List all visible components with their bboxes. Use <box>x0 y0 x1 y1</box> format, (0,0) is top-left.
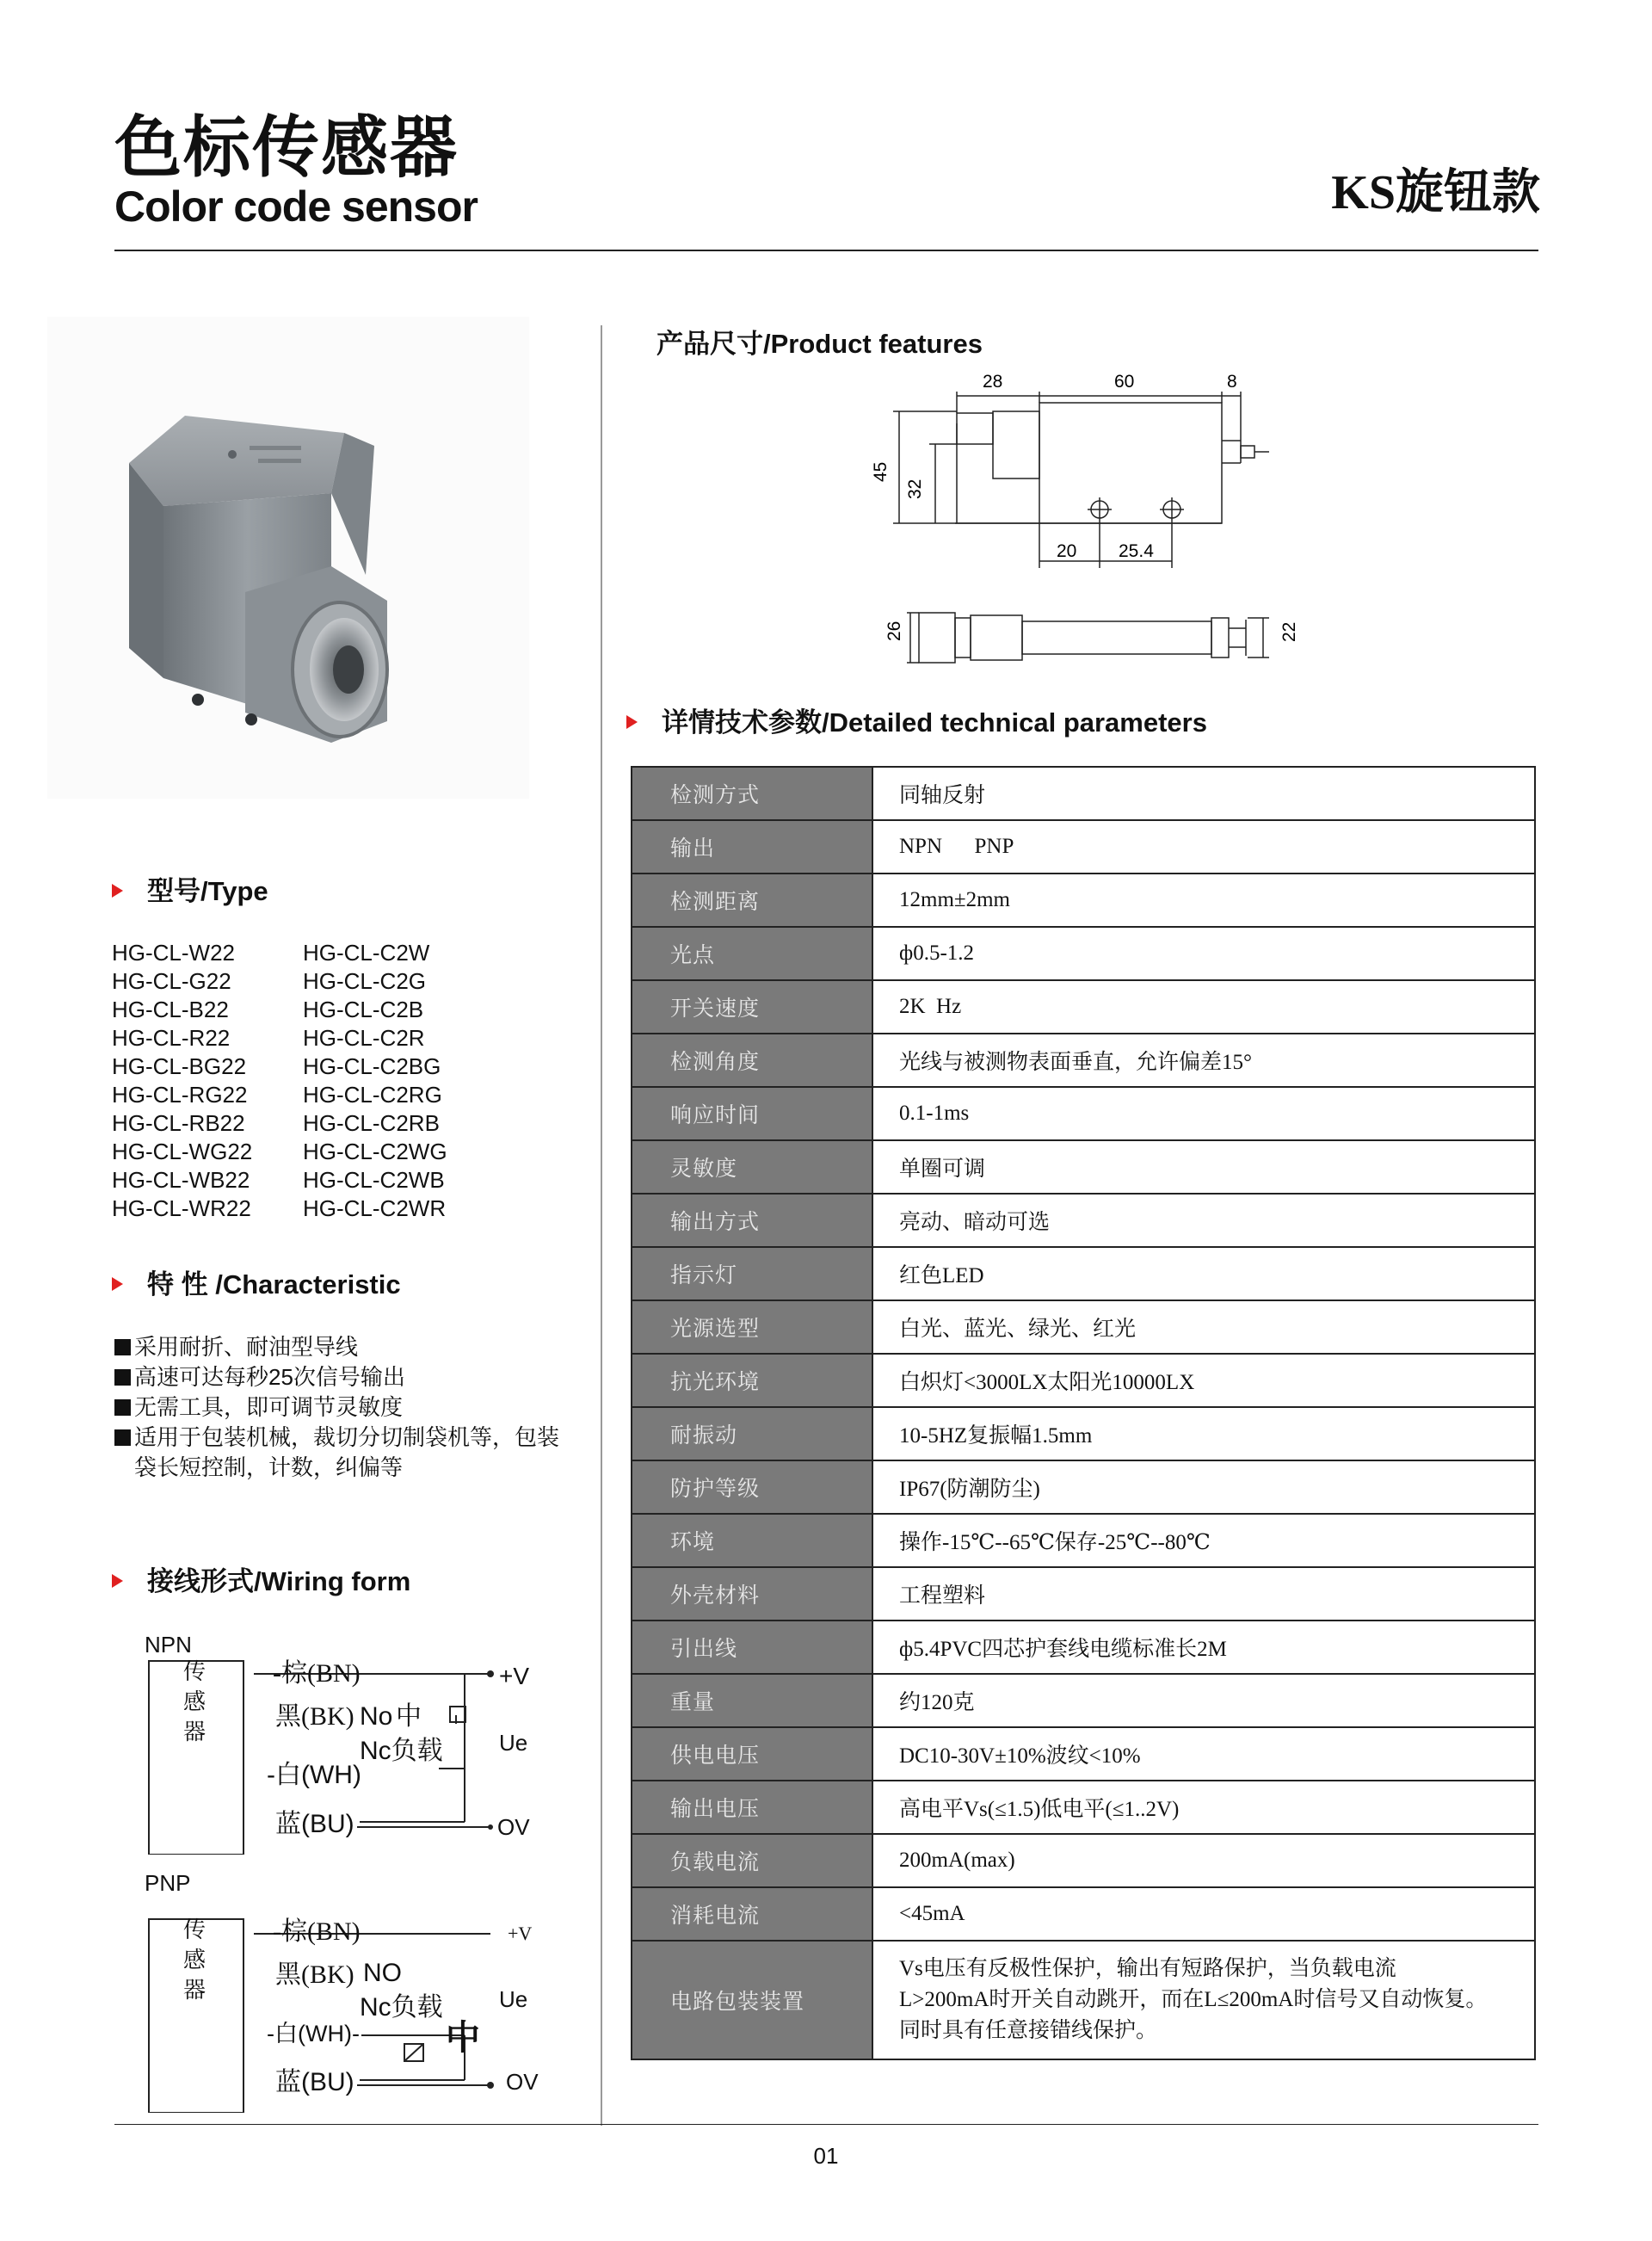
spec-value-line: Vs电压有反极性保护，输出有短路保护，当负载电流 <box>899 1957 1396 1980</box>
color-sensor-product-illustration <box>47 317 529 799</box>
spec-value: 光线与被测物表面垂直，允许偏差15° <box>872 1034 1535 1087</box>
spec-row <box>632 1621 1535 1674</box>
type-model-item: HG-CL-RG22 <box>112 1082 248 1108</box>
dim-8: 8 <box>1227 372 1237 392</box>
wiring-heading <box>112 1568 410 1595</box>
spec-value: 红色LED <box>872 1247 1535 1300</box>
type-model-item: HG-CL-WB22 <box>112 1167 250 1193</box>
spec-label: 检测角度 <box>632 1034 872 1087</box>
square-bullet-icon <box>114 1429 131 1446</box>
characteristic-item <box>114 1362 559 1392</box>
spec-value: ф0.5-1.2 <box>872 927 1535 980</box>
pnp-vplus-label: +V <box>508 1923 533 1944</box>
spec-value: 亮动、暗动可选 <box>872 1194 1535 1247</box>
spec-label: 光点 <box>632 927 872 980</box>
type-list-col1 <box>112 939 252 1223</box>
characteristic-heading-text: 特 性 /Characteristic <box>147 1269 401 1300</box>
red-arrow-icon <box>626 715 638 729</box>
characteristic-heading <box>112 1271 401 1298</box>
spec-value: IP67(防潮防尘) <box>872 1460 1535 1514</box>
spec-label: 开关速度 <box>632 980 872 1034</box>
npn-ov-terminal <box>488 1824 493 1830</box>
spec-label: 防护等级 <box>632 1460 872 1514</box>
column-divider <box>601 325 602 2126</box>
square-bullet-icon <box>114 1339 131 1355</box>
spec-row <box>632 1781 1535 1834</box>
spec-label: 消耗电流 <box>632 1887 872 1941</box>
spec-label: 供电电压 <box>632 1727 872 1781</box>
npn-sensor-char-1: 传 <box>183 1659 206 1684</box>
spec-row <box>632 1514 1535 1567</box>
tech-params-table <box>631 766 1536 2060</box>
spec-value: DC10-30V±10%波纹<10% <box>872 1727 1535 1781</box>
type-model-item: HG-CL-W22 <box>112 940 236 966</box>
page-number: 01 <box>813 2143 839 2169</box>
spec-row <box>632 1247 1535 1300</box>
type-model-item: HG-CL-WR22 <box>112 1195 251 1221</box>
spec-value: 200mA(max) <box>872 1834 1535 1887</box>
spec-value: 白炽灯<3000LX太阳光10000LX <box>872 1354 1535 1407</box>
tech-params-heading <box>626 709 1207 736</box>
type-model-item: HG-CL-WG22 <box>112 1139 253 1164</box>
pnp-sensor-char-1: 传 <box>183 1917 206 1942</box>
pnp-sensor-char-2: 感 <box>183 1948 206 1972</box>
spec-value-line: 同时具有任意接错线保护。 <box>899 2019 1158 2042</box>
npn-ue-label: Ue <box>499 1730 528 1756</box>
type-model-item: HG-CL-C2RG <box>303 1082 442 1108</box>
type-model-item: HG-CL-C2RB <box>303 1110 440 1136</box>
spec-row <box>632 1887 1535 1941</box>
type-model-item: HG-CL-R22 <box>112 1025 231 1051</box>
spec-label: 光源选型 <box>632 1300 872 1354</box>
spec-row <box>632 927 1535 980</box>
pnp-black-wire-label: 黑(BK) <box>275 1960 354 1989</box>
npn-zhong-label: 中 <box>396 1702 422 1731</box>
spec-value: NPN PNP <box>872 820 1535 874</box>
characteristic-item <box>114 1332 559 1362</box>
spec-label: 抗光环境 <box>632 1354 872 1407</box>
spec-label: 耐振动 <box>632 1407 872 1460</box>
npn-label: NPN <box>145 1632 192 1658</box>
type-model-item: HG-CL-BG22 <box>112 1053 247 1079</box>
npn-ov-label: OV <box>497 1814 530 1840</box>
pnp-zhong-label: 中 <box>446 2019 480 2057</box>
spec-label: 外壳材料 <box>632 1567 872 1621</box>
spec-row <box>632 1300 1535 1354</box>
spec-label: 检测方式 <box>632 767 872 820</box>
spec-value: 白光、蓝光、绿光、红光 <box>872 1300 1535 1354</box>
spec-label: 响应时间 <box>632 1087 872 1140</box>
spec-value: 2K Hz <box>872 980 1535 1034</box>
spec-label: 检测距离 <box>632 874 872 927</box>
pnp-ue-label: Ue <box>499 1986 528 2012</box>
spec-value: 同轴反射 <box>872 767 1535 820</box>
spec-row <box>632 1087 1535 1140</box>
spec-value: <45mA <box>872 1887 1535 1941</box>
product-image <box>47 317 529 799</box>
npn-sensor-char-3: 器 <box>183 1719 206 1744</box>
spec-row <box>632 1034 1535 1087</box>
type-model-item: HG-CL-B22 <box>112 997 229 1022</box>
type-heading-text: 型号/Type <box>147 876 268 906</box>
npn-vplus-label: +V <box>499 1663 530 1689</box>
type-model-item: HG-CL-RB22 <box>112 1110 245 1136</box>
spec-row <box>632 1460 1535 1514</box>
spec-row-circuit-protection <box>632 1941 1535 2059</box>
dim-32: 32 <box>905 478 925 499</box>
spec-label: 输出电压 <box>632 1781 872 1834</box>
pnp-ov-label: OV <box>506 2069 539 2095</box>
header-rule <box>114 250 1538 251</box>
type-model-item: HG-CL-C2WB <box>303 1167 445 1193</box>
npn-nc-load-label: Nc负载 <box>360 1737 443 1765</box>
spec-row <box>632 1727 1535 1781</box>
pnp-no-label: NO <box>363 1959 402 1987</box>
spec-value-multiline <box>872 1941 1535 2059</box>
spec-label: 输出 <box>632 820 872 874</box>
spec-value: 工程塑料 <box>872 1567 1535 1621</box>
dim-26: 26 <box>885 620 904 641</box>
characteristic-item <box>114 1423 559 1453</box>
dim-45: 45 <box>871 461 891 482</box>
spec-label: 输出方式 <box>632 1194 872 1247</box>
dim-60: 60 <box>1114 372 1135 392</box>
dim-22: 22 <box>1279 621 1299 642</box>
square-bullet-icon <box>114 1369 131 1386</box>
characteristic-item-text: 高速可达每秒25次信号输出 <box>134 1364 405 1390</box>
product-features-heading: 产品尺寸/Product features <box>656 329 983 359</box>
wiring-heading-text: 接线形式/Wiring form <box>147 1566 411 1596</box>
npn-brown-wire-label: -棕(BN) <box>273 1659 361 1688</box>
type-model-item: HG-CL-C2BG <box>303 1053 441 1079</box>
spec-label: 灵敏度 <box>632 1140 872 1194</box>
type-list-col2 <box>303 939 447 1223</box>
square-bullet-icon <box>114 1399 131 1416</box>
type-model-item: HG-CL-C2R <box>303 1025 425 1051</box>
npn-black-wire-label: 黑(BK) <box>275 1702 354 1731</box>
characteristic-item-text: 采用耐折、耐油型导线 <box>134 1334 359 1360</box>
npn-vplus-terminal <box>487 1670 494 1677</box>
model-series-title: KS旋钮款 <box>1331 166 1540 219</box>
dim-20: 20 <box>1057 541 1077 561</box>
tech-params-table-body <box>632 767 1535 2059</box>
spec-row <box>632 980 1535 1034</box>
spec-value: 10-5HZ复振幅1.5mm <box>872 1407 1535 1460</box>
pnp-sensor-char-3: 器 <box>183 1978 206 2003</box>
spec-value: 约120克 <box>872 1674 1535 1727</box>
pnp-ov-terminal <box>487 2082 494 2089</box>
pnp-white-wire-label: -白(WH)- <box>267 2021 360 2047</box>
pnp-nc-load-label: Nc负载 <box>360 1993 443 2022</box>
dim-28: 28 <box>983 372 1003 392</box>
npn-white-wire-label: -白(WH) <box>267 1761 361 1789</box>
spec-row <box>632 1194 1535 1247</box>
characteristic-item-text: 无需工具，即可调节灵敏度 <box>134 1394 404 1420</box>
spec-row <box>632 1140 1535 1194</box>
type-model-item: HG-CL-C2W <box>303 940 430 966</box>
spec-row <box>632 1407 1535 1460</box>
type-heading <box>112 878 268 904</box>
spec-label: 指示灯 <box>632 1247 872 1300</box>
spec-label: 环境 <box>632 1514 872 1567</box>
spec-row <box>632 1567 1535 1621</box>
footer-rule <box>114 2124 1538 2125</box>
type-model-item: HG-CL-C2B <box>303 997 424 1022</box>
characteristic-item <box>114 1392 559 1423</box>
spec-value: 操作-15℃--65℃保存-25℃--80℃ <box>872 1514 1535 1567</box>
npn-blue-wire-label: 蓝(BU) <box>275 1810 354 1838</box>
tech-params-heading-text: 详情技术参数/Detailed technical parameters <box>662 707 1207 738</box>
red-arrow-icon <box>112 884 123 898</box>
spec-value: 12mm±2mm <box>872 874 1535 927</box>
page-title-cn: 色标传感器 <box>114 109 459 185</box>
spec-row <box>632 874 1535 927</box>
npn-sensor-char-2: 感 <box>183 1689 206 1714</box>
pnp-blue-wire-label: 蓝(BU) <box>275 2068 354 2096</box>
type-model-item: HG-CL-C2WR <box>303 1195 447 1221</box>
spec-row <box>632 1834 1535 1887</box>
type-model-item: HG-CL-C2WG <box>303 1139 447 1164</box>
page-title-en: Color code sensor <box>114 182 478 231</box>
spec-row <box>632 1354 1535 1407</box>
type-model-item: HG-CL-C2G <box>303 968 427 994</box>
characteristic-item-continuation: 袋长短控制，计数，纠偏等 <box>134 1454 404 1480</box>
spec-label: 引出线 <box>632 1621 872 1674</box>
characteristic-list <box>114 1332 559 1483</box>
red-arrow-icon <box>112 1277 123 1291</box>
npn-no-label: No <box>360 1702 393 1731</box>
dimension-drawing-svg <box>852 361 1299 680</box>
type-model-item: HG-CL-G22 <box>112 968 231 994</box>
characteristic-item-text: 适用于包装机械，裁切分切制袋机等，包装 <box>134 1424 560 1450</box>
spec-value: 高电平Vs(≤1.5)低电平(≤1..2V) <box>872 1781 1535 1834</box>
dimension-drawing <box>852 361 1299 680</box>
spec-value-line: L>200mA时开关自动跳开，而在L≤200mA时信号又自动恢复。 <box>899 1988 1488 2011</box>
spec-label: 电路包装装置 <box>632 1941 872 2059</box>
dim-25-4: 25.4 <box>1119 541 1154 561</box>
pnp-label: PNP <box>145 1870 191 1896</box>
pnp-brown-wire-label: -棕(BN) <box>273 1917 361 1946</box>
red-arrow-icon <box>112 1574 123 1588</box>
spec-value: 单圈可调 <box>872 1140 1535 1194</box>
spec-row <box>632 1674 1535 1727</box>
spec-label: 重量 <box>632 1674 872 1727</box>
spec-value: 0.1-1ms <box>872 1087 1535 1140</box>
spec-row <box>632 767 1535 820</box>
spec-row <box>632 820 1535 874</box>
spec-value: ф5.4PVC四芯护套线电缆标准长2M <box>872 1621 1535 1674</box>
spec-label: 负载电流 <box>632 1834 872 1887</box>
